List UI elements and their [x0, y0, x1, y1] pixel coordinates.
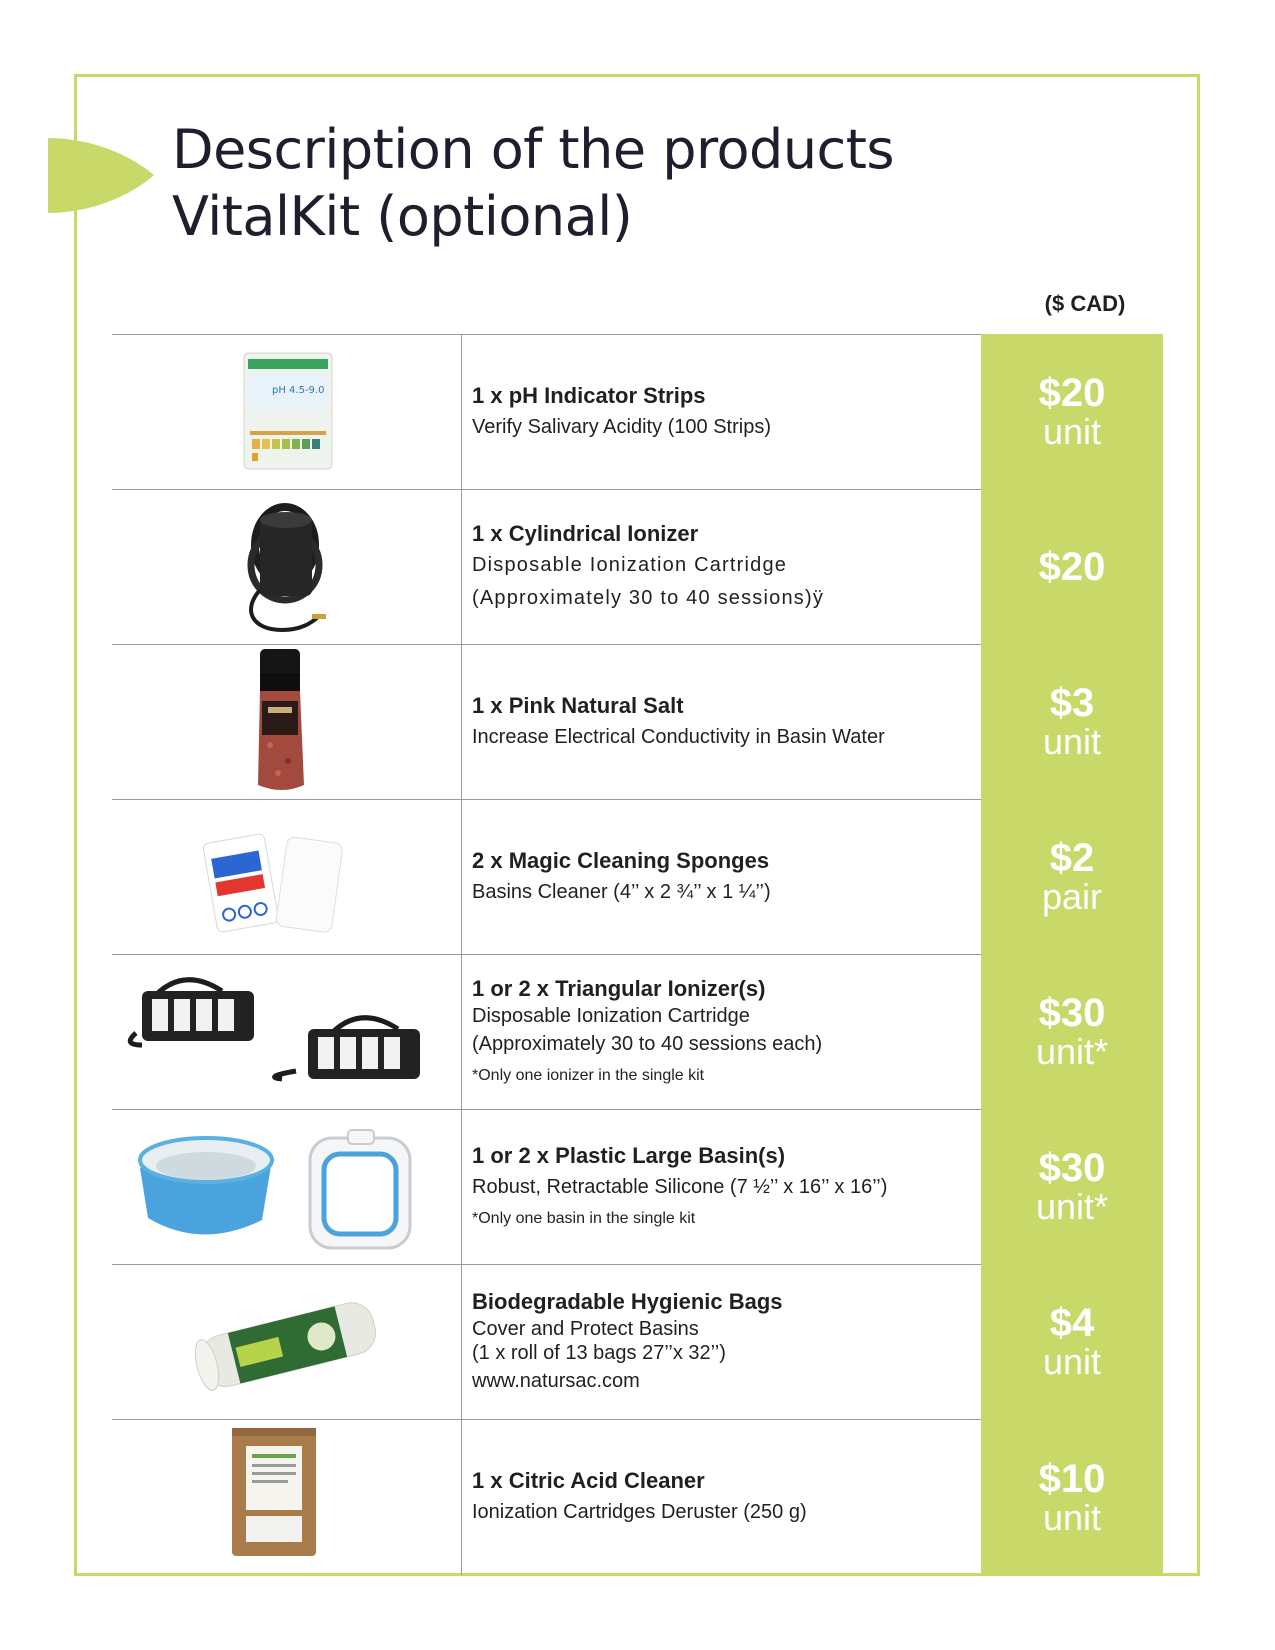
product-description — [472, 335, 980, 489]
price-cell — [981, 489, 1163, 645]
product-description — [472, 490, 980, 644]
price-cell — [981, 334, 1163, 490]
product-detail: Robust, Retractable Silicone (7 ½’’ x 16’’ x 16’’) — [472, 1175, 888, 1198]
product-detail: Basins Cleaner (4’’ x 2 ¾’’ x 1 ¼’’) — [472, 880, 771, 903]
product-row — [112, 335, 1158, 490]
product-image-cell — [112, 1110, 462, 1264]
product-unit: unit* — [1035, 1031, 1109, 1072]
price-cell — [981, 799, 1163, 955]
product-row — [112, 955, 1158, 1110]
product-description — [472, 1420, 980, 1575]
product-price: $4 — [1049, 1301, 1095, 1345]
product-price: $30 — [1038, 1146, 1106, 1190]
citric-acid-pouch-icon — [112, 1420, 462, 1575]
product-unit: unit — [1042, 1341, 1102, 1382]
product-row — [112, 645, 1158, 800]
product-image-cell — [112, 955, 462, 1109]
price-cell — [981, 1109, 1163, 1265]
product-detail: Increase Electrical Conductivity in Basin Water — [472, 725, 885, 748]
product-name: 1 x pH Indicator Strips — [472, 382, 706, 408]
product-row — [112, 490, 1158, 645]
product-image-cell — [112, 1265, 462, 1419]
product-price: $2 — [1049, 836, 1095, 880]
bag-roll-icon — [112, 1265, 462, 1420]
product-detail: (Approximately 30 to 40 sessions each) — [472, 1032, 823, 1055]
product-price: $20 — [1038, 371, 1106, 415]
price-cell — [981, 954, 1163, 1110]
product-name: 1 x Pink Natural Salt — [472, 692, 684, 718]
product-row — [112, 800, 1158, 955]
svg-text:pH 4.5-9.0: pH 4.5-9.0 — [272, 385, 325, 396]
product-name: 2 x Magic Cleaning Sponges — [472, 847, 770, 873]
product-row — [112, 1420, 1158, 1575]
product-price: $30 — [1038, 991, 1106, 1035]
product-description — [472, 800, 980, 954]
product-detail: (Approximately 30 to 40 sessions)ÿ — [472, 587, 825, 609]
price-cell — [981, 1264, 1163, 1420]
product-note: *Only one basin in the single kit — [472, 1209, 696, 1227]
product-price: $10 — [1038, 1456, 1106, 1501]
page-title — [172, 116, 894, 250]
product-table — [112, 334, 1158, 1575]
product-row — [112, 1265, 1158, 1420]
price-cell — [981, 644, 1163, 800]
product-detail: Disposable Ionization Cartridge — [472, 554, 788, 576]
product-price: $3 — [1049, 681, 1095, 725]
product-website: www.natursac.com — [472, 1369, 640, 1392]
sponges-icon — [112, 800, 462, 955]
product-unit: unit* — [1035, 1186, 1109, 1227]
product-image-cell — [112, 645, 462, 799]
product-name: 1 x Cylindrical Ionizer — [472, 521, 699, 546]
product-name: 1 or 2 x Triangular Ionizer(s) — [472, 975, 766, 1001]
product-description — [472, 1265, 980, 1419]
product-unit: unit — [1042, 1496, 1102, 1538]
basin-icon — [112, 1110, 462, 1265]
product-description — [472, 1110, 980, 1264]
product-detail: (1 x roll of 13 bags 27’’x 32’’) — [472, 1341, 726, 1364]
product-description — [472, 645, 980, 799]
product-detail: Verify Salivary Acidity (100 Strips) — [472, 415, 771, 438]
page-title-line2: VitalKit (optional) — [172, 185, 633, 248]
product-detail: Ionization Cartridges Deruster (250 g) — [472, 1501, 807, 1523]
ph-strips-icon — [112, 335, 462, 490]
product-unit: pair — [1041, 876, 1103, 917]
product-detail: Disposable Ionization Cartridge — [472, 1004, 750, 1027]
triangular-ionizer-icon — [112, 955, 462, 1110]
currency-label: ($ CAD) — [1044, 291, 1126, 316]
cylindrical-ionizer-icon — [112, 490, 462, 645]
product-name: Biodegradable Hygienic Bags — [472, 1288, 783, 1314]
leaf-icon — [48, 138, 154, 213]
product-row — [112, 1110, 1158, 1265]
price-cell — [981, 1419, 1163, 1576]
product-unit: unit — [1042, 411, 1102, 452]
product-unit: unit — [1042, 721, 1102, 762]
product-price: $20 — [1038, 545, 1106, 589]
product-name: 1 x Citric Acid Cleaner — [472, 1468, 705, 1493]
product-image-cell — [112, 335, 462, 489]
product-name: 1 or 2 x Plastic Large Basin(s) — [472, 1142, 786, 1168]
salt-grinder-icon — [112, 645, 462, 800]
product-image-cell — [112, 1420, 462, 1575]
product-detail: Cover and Protect Basins — [472, 1317, 699, 1340]
product-note: *Only one ionizer in the single kit — [472, 1066, 705, 1084]
product-description — [472, 955, 980, 1109]
page-title-line1: Description of the products — [172, 118, 895, 181]
product-image-cell — [112, 800, 462, 954]
product-image-cell — [112, 490, 462, 644]
